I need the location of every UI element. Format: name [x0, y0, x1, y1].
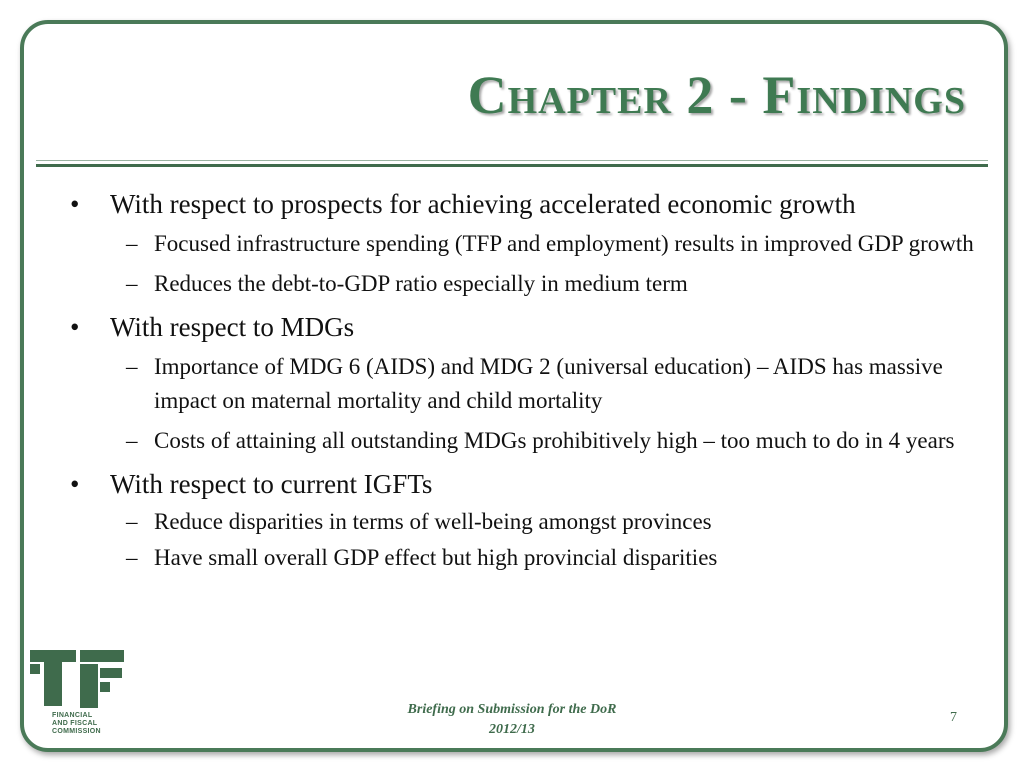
sub-bullet-item: [70, 505, 990, 539]
bullet-item: [70, 311, 990, 344]
sub-bullet-text: Reduces the debt-to-GDP ratio especially in medium term: [154, 271, 688, 296]
sub-bullet-text: Reduce disparities in terms of well-being amongst provinces: [154, 509, 712, 534]
logo-caption-line: FINANCIAL: [52, 712, 93, 719]
bullet-glyph: •: [70, 469, 80, 499]
slide-footer: [362, 700, 662, 740]
bullet-glyph: •: [70, 312, 80, 342]
dash-glyph: –: [126, 231, 138, 256]
bullet-item: [70, 468, 990, 501]
footer-line: Briefing on Submission for the DoR: [407, 702, 617, 717]
logo-caption-line: AND FISCAL: [52, 720, 98, 727]
title-divider-thin: [36, 160, 988, 161]
sub-bullet-item: [70, 350, 990, 418]
slide-body: [70, 188, 990, 575]
sub-bullet-text: Have small overall GDP effect but high provincial disparities: [154, 545, 718, 570]
bullet-item: [70, 188, 990, 221]
bullet-text: With respect to prospects for achieving accelerated economic growth: [110, 189, 856, 219]
dash-glyph: –: [126, 428, 138, 453]
sub-bullet-item: [70, 424, 990, 458]
dash-glyph: –: [126, 354, 138, 379]
logo-caption: [52, 712, 101, 736]
dash-glyph: –: [126, 545, 138, 570]
sub-bullet-text: Focused infrastructure spending (TFP and employment) results in improved GDP growth: [154, 231, 974, 256]
dash-glyph: –: [126, 509, 138, 534]
title-divider-thick: [36, 164, 988, 167]
bullet-text: With respect to current IGFTs: [110, 469, 433, 499]
sub-bullet-item: [70, 227, 990, 261]
dash-glyph: –: [126, 271, 138, 296]
logo-caption-line: COMMISSION: [52, 728, 101, 735]
sub-bullet-item: [70, 541, 990, 575]
slide-title: Chapter 2 - Findings: [467, 65, 966, 125]
page-number: 7: [950, 710, 957, 725]
sub-bullet-text: Costs of attaining all outstanding MDGs prohibitively high – too much to do in 4 years: [154, 428, 955, 453]
sub-bullet-text: Importance of MDG 6 (AIDS) and MDG 2 (universal education) – AIDS has massive impact on maternal mortality and child mortality: [154, 354, 943, 413]
sub-bullet-item: [70, 267, 990, 301]
bullet-text: With respect to MDGs: [110, 312, 355, 342]
bullet-glyph: •: [70, 189, 80, 219]
footer-line: 2012/13: [489, 722, 535, 737]
